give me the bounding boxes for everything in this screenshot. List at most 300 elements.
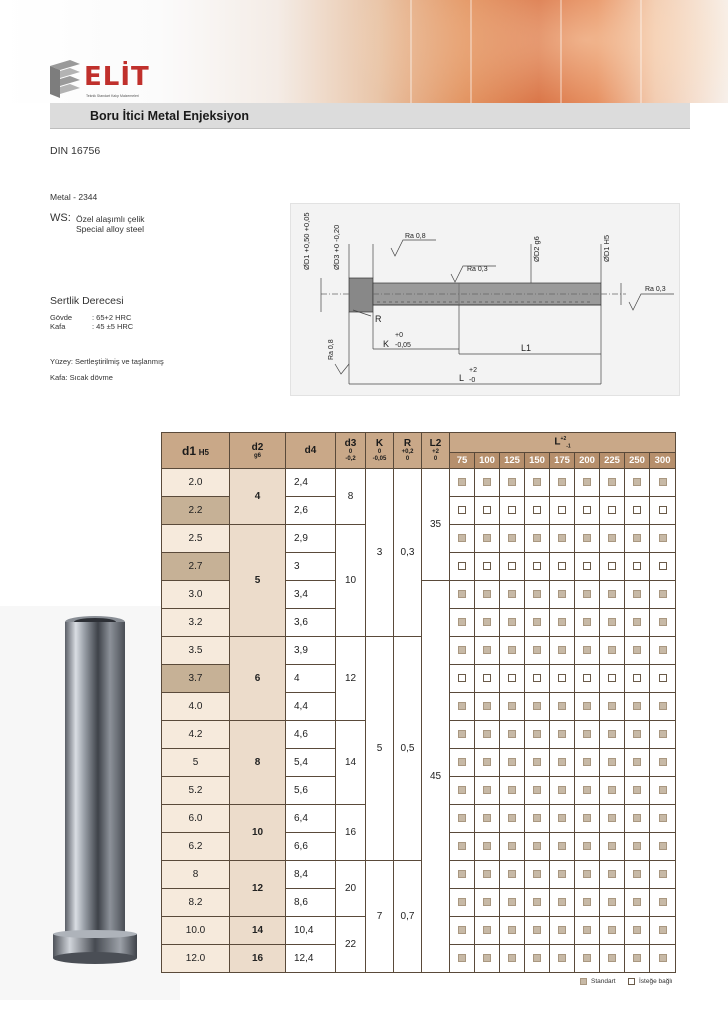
standard-mark-icon xyxy=(533,926,541,934)
length-header: 75 xyxy=(450,453,475,469)
availability-cell xyxy=(500,469,525,497)
cell-d1: 2.2 xyxy=(162,497,230,525)
availability-cell xyxy=(500,917,525,945)
standard-mark-icon xyxy=(583,814,591,822)
availability-cell xyxy=(500,637,525,665)
standard-mark-icon xyxy=(583,842,591,850)
standard-mark-icon xyxy=(583,786,591,794)
ws-label: WS: xyxy=(50,212,71,224)
availability-cell xyxy=(575,777,600,805)
standard-mark-icon xyxy=(533,842,541,850)
availability-cell xyxy=(625,777,650,805)
cell-d4: 3,9 xyxy=(286,637,336,665)
availability-cell xyxy=(650,637,676,665)
ejector-pin-photo xyxy=(50,614,140,970)
availability-cell xyxy=(600,721,625,749)
availability-cell xyxy=(625,553,650,581)
standard-mark-icon xyxy=(533,702,541,710)
standard-mark-icon xyxy=(583,926,591,934)
optional-mark-icon xyxy=(558,674,566,682)
standard-mark-icon xyxy=(583,618,591,626)
availability-cell xyxy=(600,917,625,945)
availability-cell xyxy=(625,693,650,721)
availability-cell xyxy=(625,805,650,833)
banner-stripe xyxy=(640,0,642,103)
standard-mark-icon xyxy=(608,730,616,738)
cell-d3: 8 xyxy=(336,469,366,525)
availability-cell xyxy=(625,861,650,889)
cell-d4: 4,6 xyxy=(286,721,336,749)
cell-d2: 16 xyxy=(230,945,286,973)
label-d3-tol: ØD3 +0 -0,20 xyxy=(332,224,341,270)
standard-mark-icon xyxy=(533,730,541,738)
availability-cell xyxy=(600,749,625,777)
availability-cell xyxy=(450,805,475,833)
availability-cell xyxy=(600,497,625,525)
availability-cell xyxy=(625,665,650,693)
availability-cell xyxy=(475,553,500,581)
cell-d3: 12 xyxy=(336,637,366,721)
standard-mark-icon xyxy=(533,786,541,794)
standard-mark-icon xyxy=(533,590,541,598)
availability-cell xyxy=(525,665,550,693)
standard-mark-icon xyxy=(508,926,516,934)
availability-cell xyxy=(650,665,676,693)
availability-cell xyxy=(625,497,650,525)
availability-cell xyxy=(575,665,600,693)
availability-cell xyxy=(600,833,625,861)
standard-mark-icon xyxy=(558,758,566,766)
standard-mark-icon xyxy=(633,702,641,710)
availability-cell xyxy=(625,637,650,665)
ws-line-en: Special alloy steel xyxy=(76,224,145,234)
header-d4: d4 xyxy=(286,433,336,469)
availability-cell xyxy=(500,889,525,917)
cell-d1: 5.2 xyxy=(162,777,230,805)
standard-mark-icon xyxy=(659,842,667,850)
standard-mark-icon xyxy=(508,814,516,822)
optional-mark-icon xyxy=(633,506,641,514)
standard-mark-icon xyxy=(583,702,591,710)
standard-mark-icon xyxy=(558,702,566,710)
standard-mark-icon xyxy=(583,870,591,878)
standard-mark-icon xyxy=(508,534,516,542)
standard-mark-icon xyxy=(533,646,541,654)
availability-cell xyxy=(475,945,500,973)
availability-cell xyxy=(550,525,575,553)
cell-d4: 4,4 xyxy=(286,693,336,721)
standard-mark-icon xyxy=(633,646,641,654)
ws-line-tr: Özel alaşımlı çelik xyxy=(76,214,145,224)
availability-cell xyxy=(525,637,550,665)
availability-cell xyxy=(625,917,650,945)
standard-mark-icon xyxy=(458,646,466,654)
cell-r: 0,7 xyxy=(394,861,422,973)
cell-d2: 10 xyxy=(230,805,286,861)
standard-mark-icon xyxy=(659,478,667,486)
availability-cell xyxy=(625,945,650,973)
availability-cell xyxy=(575,637,600,665)
availability-cell xyxy=(525,525,550,553)
standard-mark-icon xyxy=(483,702,491,710)
length-header: 225 xyxy=(600,453,625,469)
availability-cell xyxy=(500,497,525,525)
standard-mark-icon xyxy=(583,954,591,962)
availability-cell xyxy=(525,777,550,805)
label-ra-left: Ra 0,8 xyxy=(328,339,335,360)
availability-cell xyxy=(650,777,676,805)
standard-mark-icon xyxy=(458,814,466,822)
cell-d1: 6.2 xyxy=(162,833,230,861)
availability-cell xyxy=(500,553,525,581)
head-note: Kafa: Sıcak dövme xyxy=(50,373,113,382)
cell-d4: 3,6 xyxy=(286,609,336,637)
standard-mark-icon xyxy=(633,926,641,934)
label-l1: L1 xyxy=(521,343,532,353)
availability-cell xyxy=(450,749,475,777)
optional-mark-icon xyxy=(583,562,591,570)
standard-mark-icon xyxy=(558,590,566,598)
length-header: 200 xyxy=(575,453,600,469)
standard-mark-icon xyxy=(533,898,541,906)
optional-mark-icon xyxy=(533,562,541,570)
label-k: K xyxy=(383,339,390,349)
availability-cell xyxy=(550,917,575,945)
standard-mark-icon xyxy=(483,590,491,598)
availability-cell xyxy=(475,889,500,917)
cell-d4: 3,4 xyxy=(286,581,336,609)
optional-mark-icon xyxy=(483,562,491,570)
optional-mark-icon xyxy=(659,674,667,682)
legend-optional: İsteğe bağlı xyxy=(628,978,673,985)
standard-mark-icon xyxy=(508,730,516,738)
availability-cell xyxy=(475,469,500,497)
availability-cell xyxy=(600,805,625,833)
cell-d1: 5 xyxy=(162,749,230,777)
availability-cell xyxy=(500,749,525,777)
cell-d3: 10 xyxy=(336,525,366,637)
standard-mark-icon xyxy=(633,618,641,626)
standard-mark-icon xyxy=(633,730,641,738)
standard-mark-icon xyxy=(659,870,667,878)
availability-cell xyxy=(650,945,676,973)
availability-cell xyxy=(600,609,625,637)
standard-mark-icon xyxy=(633,814,641,822)
standard-mark-icon xyxy=(659,646,667,654)
availability-cell xyxy=(525,609,550,637)
availability-cell xyxy=(650,581,676,609)
standard-mark-icon xyxy=(633,786,641,794)
availability-cell xyxy=(550,833,575,861)
standard-mark-icon xyxy=(483,814,491,822)
drawing-svg xyxy=(291,204,681,397)
brand-tagline: Teknik Standart Kalıp Malzemeleri xyxy=(86,94,139,98)
optional-mark-icon xyxy=(608,674,616,682)
standard-mark-icon xyxy=(458,926,466,934)
standard-mark-icon xyxy=(458,758,466,766)
optional-mark-icon xyxy=(558,506,566,514)
standard-mark-icon xyxy=(558,478,566,486)
availability-cell xyxy=(650,497,676,525)
availability-cell xyxy=(625,749,650,777)
standard-mark-icon xyxy=(558,814,566,822)
standard-mark-icon xyxy=(483,786,491,794)
standard-mark-icon xyxy=(659,814,667,822)
standard-mark-icon xyxy=(483,646,491,654)
standard-mark-icon xyxy=(659,926,667,934)
standard-mark-icon xyxy=(558,646,566,654)
standard-mark-icon xyxy=(633,590,641,598)
cell-d4: 8,6 xyxy=(286,889,336,917)
availability-cell xyxy=(575,861,600,889)
availability-cell xyxy=(525,861,550,889)
cell-d2: 8 xyxy=(230,721,286,805)
legend-standard: Standart xyxy=(580,978,616,985)
availability-cell xyxy=(550,805,575,833)
availability-cell xyxy=(550,469,575,497)
optional-mark-icon xyxy=(558,562,566,570)
availability-cell xyxy=(650,469,676,497)
hardness-body-label: Gövde xyxy=(50,313,73,322)
standard-mark-icon xyxy=(583,646,591,654)
cell-l2: 35 xyxy=(422,469,450,581)
availability-cell xyxy=(500,665,525,693)
availability-cell xyxy=(575,945,600,973)
header-l: $L^{+2}_{-1}$ xyxy=(450,433,676,453)
availability-cell xyxy=(550,889,575,917)
availability-cell xyxy=(475,749,500,777)
availability-cell xyxy=(600,861,625,889)
availability-cell xyxy=(600,665,625,693)
standard-mark-icon xyxy=(558,730,566,738)
availability-cell xyxy=(475,637,500,665)
standard-mark-icon xyxy=(608,842,616,850)
standard-mark-icon xyxy=(508,618,516,626)
standard-mark-icon xyxy=(608,954,616,962)
cell-d4: 2,6 xyxy=(286,497,336,525)
standard-mark-icon xyxy=(633,870,641,878)
standard-mark-icon xyxy=(608,478,616,486)
availability-cell xyxy=(450,609,475,637)
optional-mark-icon xyxy=(508,562,516,570)
standard-mark-icon xyxy=(458,786,466,794)
standard-mark-icon xyxy=(458,590,466,598)
availability-cell xyxy=(600,469,625,497)
standard-mark-icon xyxy=(483,534,491,542)
availability-cell xyxy=(625,889,650,917)
spec-table xyxy=(161,432,676,973)
availability-cell xyxy=(525,721,550,749)
availability-cell xyxy=(450,833,475,861)
availability-cell xyxy=(525,917,550,945)
cell-d1: 4.0 xyxy=(162,693,230,721)
cell-d1: 2.0 xyxy=(162,469,230,497)
optional-mark-icon xyxy=(533,674,541,682)
availability-cell xyxy=(575,581,600,609)
availability-cell xyxy=(625,609,650,637)
header-d1: d1 H5 xyxy=(162,433,230,469)
availability-cell xyxy=(475,917,500,945)
cell-d4: 3 xyxy=(286,553,336,581)
hardness-head-value: : 45 ±5 HRC xyxy=(92,322,134,331)
cell-r: 0,5 xyxy=(394,637,422,861)
availability-cell xyxy=(500,777,525,805)
availability-cell xyxy=(525,693,550,721)
banner-glow xyxy=(300,0,728,103)
cell-d3: 22 xyxy=(336,917,366,973)
availability-cell xyxy=(525,749,550,777)
availability-cell xyxy=(450,553,475,581)
label-ra-mid: Ra 0,3 xyxy=(467,266,488,273)
availability-cell xyxy=(575,469,600,497)
standard-mark-icon xyxy=(583,590,591,598)
cell-l2: 45 xyxy=(422,581,450,973)
standard-mark-icon xyxy=(608,870,616,878)
standard-mark-icon xyxy=(659,898,667,906)
label-ra-right: Ra 0,3 xyxy=(645,286,666,293)
cell-d4: 6,4 xyxy=(286,805,336,833)
availability-cell xyxy=(450,581,475,609)
availability-cell xyxy=(650,861,676,889)
standard-mark-icon xyxy=(608,702,616,710)
standard-mark-icon xyxy=(633,954,641,962)
availability-cell xyxy=(650,553,676,581)
availability-cell xyxy=(650,721,676,749)
label-l-tol-up: +2 xyxy=(469,367,477,374)
hardness-head-label: Kafa xyxy=(50,322,66,331)
optional-mark-icon xyxy=(659,506,667,514)
optional-mark-icon xyxy=(633,674,641,682)
standard-mark-icon xyxy=(558,842,566,850)
availability-cell xyxy=(450,525,475,553)
label-d2: ØD2 g6 xyxy=(532,236,541,262)
availability-cell xyxy=(525,469,550,497)
standard-mark-icon xyxy=(508,646,516,654)
title-bar xyxy=(50,103,690,129)
optional-mark-icon xyxy=(458,506,466,514)
availability-cell xyxy=(475,721,500,749)
standard-mark-icon xyxy=(458,702,466,710)
length-header: 150 xyxy=(525,453,550,469)
standard-mark-icon xyxy=(633,534,641,542)
standard-mark-icon xyxy=(659,534,667,542)
cell-d1: 3.0 xyxy=(162,581,230,609)
standard-mark-icon xyxy=(659,786,667,794)
standard-mark-icon xyxy=(458,870,466,878)
elit-logo-icon xyxy=(50,60,80,100)
cell-d4: 12,4 xyxy=(286,945,336,973)
optional-mark-icon xyxy=(583,506,591,514)
cell-d1: 12.0 xyxy=(162,945,230,973)
length-header: 250 xyxy=(625,453,650,469)
availability-cell xyxy=(575,917,600,945)
label-d1h5: ØD1 H5 xyxy=(602,234,611,262)
availability-cell xyxy=(575,693,600,721)
technical-drawing xyxy=(290,203,680,396)
standard-mark-icon xyxy=(458,842,466,850)
standard-mark-icon xyxy=(483,618,491,626)
cell-d2: 6 xyxy=(230,637,286,721)
cell-d4: 10,4 xyxy=(286,917,336,945)
availability-cell xyxy=(575,609,600,637)
standard-mark-icon xyxy=(508,870,516,878)
availability-cell xyxy=(475,581,500,609)
cell-d4: 5,4 xyxy=(286,749,336,777)
standard-mark-icon xyxy=(533,534,541,542)
standard-mark-icon xyxy=(558,534,566,542)
availability-cell xyxy=(450,917,475,945)
availability-cell xyxy=(625,721,650,749)
availability-cell xyxy=(525,581,550,609)
header-l2: L2 +2 0 xyxy=(422,433,450,469)
label-r: R xyxy=(375,314,382,324)
label-l-tol-dn: -0 xyxy=(469,377,476,384)
cell-d1: 6.0 xyxy=(162,805,230,833)
standard-mark-icon xyxy=(633,842,641,850)
availability-cell xyxy=(600,581,625,609)
standard-mark-icon xyxy=(483,758,491,766)
availability-cell xyxy=(575,833,600,861)
availability-cell xyxy=(475,805,500,833)
availability-cell xyxy=(600,945,625,973)
availability-cell xyxy=(475,525,500,553)
label-k-tol-up: +0 xyxy=(395,332,403,339)
cell-d2: 5 xyxy=(230,525,286,637)
availability-cell xyxy=(500,945,525,973)
availability-cell xyxy=(450,469,475,497)
availability-cell xyxy=(525,889,550,917)
optional-mark-icon xyxy=(508,506,516,514)
availability-cell xyxy=(600,889,625,917)
standard-mark-icon xyxy=(659,758,667,766)
availability-cell xyxy=(575,525,600,553)
standard-mark-icon xyxy=(483,926,491,934)
availability-cell xyxy=(550,777,575,805)
standard-mark-icon xyxy=(608,786,616,794)
standard-mark-icon xyxy=(533,478,541,486)
standard-mark-icon xyxy=(458,954,466,962)
availability-cell xyxy=(500,861,525,889)
availability-cell xyxy=(650,525,676,553)
availability-cell xyxy=(625,469,650,497)
standard-mark-icon xyxy=(608,590,616,598)
cell-d4: 6,6 xyxy=(286,833,336,861)
availability-cell xyxy=(550,553,575,581)
standard-mark-icon xyxy=(659,590,667,598)
standard-mark-icon xyxy=(608,646,616,654)
availability-cell xyxy=(650,693,676,721)
brand-name: ELİT xyxy=(84,62,150,92)
standard-mark-icon xyxy=(558,926,566,934)
availability-cell xyxy=(600,525,625,553)
cell-d1: 3.5 xyxy=(162,637,230,665)
optional-mark-icon xyxy=(583,674,591,682)
availability-cell xyxy=(600,777,625,805)
optional-mark-icon xyxy=(608,506,616,514)
standard-mark-icon xyxy=(458,730,466,738)
cell-d2: 12 xyxy=(230,861,286,917)
cell-d1: 10.0 xyxy=(162,917,230,945)
optional-mark-icon xyxy=(458,674,466,682)
availability-cell xyxy=(525,833,550,861)
availability-cell xyxy=(450,665,475,693)
availability-cell xyxy=(500,581,525,609)
standard-mark-icon xyxy=(458,478,466,486)
label-d1-tol: ØD1 +0,50 +0,05 xyxy=(302,212,311,270)
standard-mark-icon xyxy=(508,702,516,710)
availability-cell xyxy=(550,861,575,889)
standard-mark-icon xyxy=(458,618,466,626)
